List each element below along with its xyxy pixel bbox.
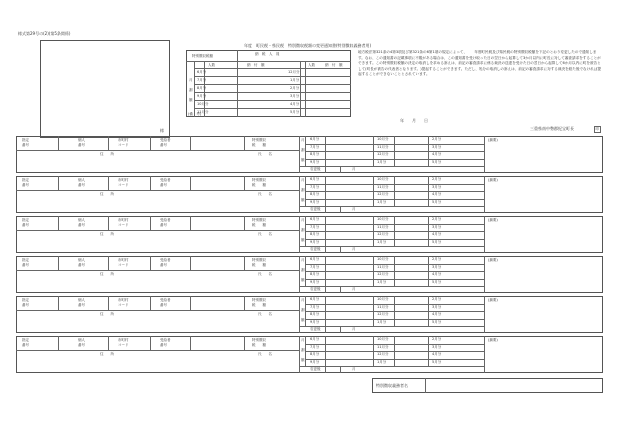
entry-tsuki-label: 月 bbox=[352, 207, 356, 211]
entry-vline bbox=[484, 296, 485, 333]
entry-month-col2: 11月分 bbox=[377, 184, 389, 189]
entry-biko-label: (摘要) bbox=[488, 338, 498, 342]
entry-code-label: コード bbox=[118, 143, 129, 147]
entry-biko-label: (摘要) bbox=[488, 298, 498, 302]
entry-month-col2: 1月分 bbox=[377, 159, 387, 164]
entry-shimei-label: 氏 名 bbox=[258, 192, 272, 196]
entry-shichoson-label: 市町村 bbox=[118, 138, 129, 142]
entry-bango-label: 番号 bbox=[22, 183, 29, 187]
entry-vline bbox=[299, 136, 300, 173]
entry-month-col1: 7月分 bbox=[310, 184, 320, 189]
entry-side-3: 額 bbox=[301, 158, 305, 162]
entry-bango3-label: 番号 bbox=[160, 343, 167, 347]
entry-month-col1: 9月分 bbox=[310, 159, 320, 164]
entry-jukyusha-label: 受給者 bbox=[160, 298, 171, 302]
entry-vline bbox=[150, 176, 151, 190]
entry-month-col3: 3月分 bbox=[432, 304, 442, 309]
entry-shichoson-label: 市町村 bbox=[118, 218, 129, 222]
entry-vline bbox=[150, 136, 151, 150]
entry-bango2-label: 番号 bbox=[78, 183, 85, 187]
entry-vline bbox=[244, 336, 245, 350]
entry-code-label: コード bbox=[118, 343, 129, 347]
entry-shimei-label: 氏 名 bbox=[258, 232, 272, 236]
entry-vline bbox=[340, 246, 341, 253]
summary-month: 11月分 bbox=[197, 110, 209, 114]
summary-month: 3月分 bbox=[290, 94, 300, 98]
entry-jukyusha-label: 受給者 bbox=[160, 178, 171, 182]
entry-hline bbox=[305, 319, 484, 320]
form-number: 様式第29号の(2)(第5条関係) bbox=[18, 31, 71, 36]
entry-hline bbox=[305, 224, 484, 225]
entry-side-2: 割 bbox=[301, 268, 305, 272]
entry-vline bbox=[108, 216, 109, 230]
entry-vline bbox=[244, 176, 245, 190]
summary-month: 4月分 bbox=[290, 102, 300, 106]
entry-month-col1: 8月分 bbox=[310, 312, 320, 316]
entry-month-col1: 7月分 bbox=[310, 224, 320, 229]
entry-month-col3: 2月分 bbox=[432, 177, 442, 181]
entry-month-col2: 10月分 bbox=[377, 337, 389, 341]
entry-side-1: 月 bbox=[301, 138, 305, 142]
entry-month-col1: 8月分 bbox=[310, 272, 320, 276]
entry-month-col1: 6月分 bbox=[310, 257, 320, 261]
entry-hline bbox=[305, 351, 484, 352]
entry-hline bbox=[305, 359, 484, 360]
entry-vline bbox=[325, 176, 326, 213]
entry-vline bbox=[190, 216, 191, 230]
entry-vline bbox=[150, 336, 151, 350]
entry-month-col3: 4月分 bbox=[432, 192, 442, 196]
entry-divider bbox=[16, 270, 299, 271]
summary-header-mid: 納 税 人 員 bbox=[255, 52, 280, 56]
summary-col-jinin: 人数 bbox=[208, 63, 215, 67]
entry-shitei-label: 指定 bbox=[22, 258, 29, 262]
entry-divider bbox=[16, 310, 299, 311]
entry-month-col1: 8月分 bbox=[310, 192, 320, 196]
entry-jusho-label: 住 所 bbox=[100, 152, 114, 156]
notice-paragraph: 地方税法第321条の4第3項及び第321条の6第1項の規定によって、 年度町民税及び県民税の特別徴収税額を下記のとおり変更したので通知します。なお、この通知書の記載事項に不服がある場合は、この通知書を受け取った日の翌日から起算して3か月以内に町長に対して審査請求をすることができます。この特別徴収税額の決定の取消しを求める訴えは、前記の審査請求に係る裁決の送達を受けた日の翌日から起算して6か月以内に町を被告として(町長が被告の代表者となります。)提起することができます。ただし、処分の取消しの訴えは、前記の審査請求に対する裁決を経た後でなければ提起することができないこととされています。 bbox=[358, 50, 602, 77]
entry-vline bbox=[484, 256, 485, 293]
entry-code-label: コード bbox=[118, 263, 129, 267]
entry-side-2: 割 bbox=[301, 148, 305, 152]
entry-bango-label: 番号 bbox=[22, 143, 29, 147]
entry-shichoson-label: 市町村 bbox=[118, 298, 129, 302]
entry-month-col3: 5月分 bbox=[432, 279, 442, 284]
entry-month-col2: 12月分 bbox=[377, 152, 389, 156]
entry-bango3-label: 番号 bbox=[160, 263, 167, 267]
entry-month-col1: 6月分 bbox=[310, 297, 320, 301]
entry-month-col1: 7月分 bbox=[310, 264, 320, 269]
entry-month-col3: 4月分 bbox=[432, 232, 442, 236]
entry-tokubetsu-label: 特別徴収 bbox=[252, 218, 266, 222]
entry-month-col3: 5月分 bbox=[432, 239, 442, 244]
entry-vline bbox=[340, 286, 341, 293]
entry-month-col1: 9月分 bbox=[310, 199, 320, 204]
entry-month-col1: 7月分 bbox=[310, 304, 320, 309]
entry-vline bbox=[108, 296, 109, 310]
summary-side-3: 額 bbox=[189, 98, 193, 102]
entry-month-col2: 10月分 bbox=[377, 257, 389, 261]
entry-vline bbox=[58, 256, 59, 270]
entry-month-col3: 3月分 bbox=[432, 144, 442, 149]
entry-tsuki-label: 月 bbox=[352, 367, 356, 371]
entry-vline bbox=[244, 296, 245, 310]
entry-side-3: 額 bbox=[301, 358, 305, 362]
entry-hline bbox=[299, 286, 484, 287]
entry-side-2: 割 bbox=[301, 348, 305, 352]
entry-month-col2: 11月分 bbox=[377, 224, 389, 229]
entry-vline bbox=[108, 136, 109, 150]
entry-zeigaku-label: 税 額 bbox=[252, 343, 266, 347]
entry-month-col2: 12月分 bbox=[377, 272, 389, 276]
entry-zeigaku-label: 税 額 bbox=[252, 143, 266, 147]
entry-month-col3: 2月分 bbox=[432, 217, 442, 221]
entry-month-col1: 7月分 bbox=[310, 344, 320, 349]
entry-vline bbox=[108, 256, 109, 270]
entry-month-col2: 1月分 bbox=[377, 199, 387, 204]
entry-kojin-label: 個人 bbox=[78, 178, 85, 182]
entry-month-col3: 5月分 bbox=[432, 159, 442, 164]
entry-jukyusha-label: 受給者 bbox=[160, 258, 171, 262]
entry-side-3: 額 bbox=[301, 238, 305, 242]
entry-hline bbox=[305, 231, 484, 232]
entry-tsuki-label: 月 bbox=[352, 167, 356, 171]
entry-vline bbox=[340, 366, 341, 373]
footer-label: 特別徴収義務者名 bbox=[376, 383, 408, 388]
entry-bango3-label: 番号 bbox=[160, 183, 167, 187]
entry-hline bbox=[299, 246, 484, 247]
entry-tsuki-label: 月 bbox=[352, 287, 356, 291]
entry-month-col2: 1月分 bbox=[377, 359, 387, 364]
entry-tsuki-label: 月 bbox=[352, 247, 356, 251]
entry-bango2-label: 番号 bbox=[78, 343, 85, 347]
entry-month-col3: 4月分 bbox=[432, 312, 442, 316]
entry-vline bbox=[484, 176, 485, 213]
entry-vline bbox=[58, 176, 59, 190]
entry-zeigaku-label: 税 額 bbox=[252, 183, 266, 187]
entry-month-col2: 1月分 bbox=[377, 319, 387, 324]
entry-divider bbox=[16, 350, 299, 351]
address-box bbox=[40, 40, 170, 138]
entry-vline bbox=[108, 176, 109, 190]
entry-vline bbox=[108, 336, 109, 350]
entry-month-col1: 8月分 bbox=[310, 232, 320, 236]
entry-shitei-label: 指定 bbox=[22, 298, 29, 302]
entry-code-label: コード bbox=[118, 223, 129, 227]
entry-vline bbox=[244, 136, 245, 150]
entry-shimei-label: 氏 名 bbox=[258, 352, 272, 356]
entry-vline bbox=[58, 216, 59, 230]
entry-month-col1: 9月分 bbox=[310, 279, 320, 284]
entry-vline bbox=[190, 296, 191, 310]
entry-side-1: 月 bbox=[301, 218, 305, 222]
entry-side-1: 月 bbox=[301, 178, 305, 182]
entry-jusho-label: 住 所 bbox=[100, 232, 114, 236]
entry-side-1: 月 bbox=[301, 338, 305, 342]
entry-vline bbox=[299, 176, 300, 213]
entry-biko-label: (摘要) bbox=[488, 218, 498, 222]
entry-vline bbox=[299, 336, 300, 373]
entry-henkogo-label: 変更後 bbox=[310, 207, 321, 211]
entry-bango-label: 番号 bbox=[22, 223, 29, 227]
entry-divider bbox=[16, 150, 299, 151]
entry-side-2: 割 bbox=[301, 228, 305, 232]
entry-vline bbox=[299, 296, 300, 333]
entry-hline bbox=[305, 264, 484, 265]
entry-kojin-label: 個人 bbox=[78, 218, 85, 222]
entry-month-col2: 11月分 bbox=[377, 264, 389, 269]
entry-side-3: 額 bbox=[301, 318, 305, 322]
address-salutation: 様 bbox=[160, 128, 164, 133]
summary-month: 2月分 bbox=[290, 86, 300, 90]
entry-bango3-label: 番号 bbox=[160, 303, 167, 307]
entry-month-col1: 6月分 bbox=[310, 337, 320, 341]
entry-month-col3: 2月分 bbox=[432, 297, 442, 301]
entry-hline bbox=[299, 326, 484, 327]
entry-henkogo-label: 変更後 bbox=[310, 247, 321, 251]
entry-month-col3: 2月分 bbox=[432, 137, 442, 141]
entry-side-2: 割 bbox=[301, 188, 305, 192]
summary-month: 1月分 bbox=[290, 78, 300, 82]
entry-month-col1: 6月分 bbox=[310, 137, 320, 141]
entry-bango2-label: 番号 bbox=[78, 303, 85, 307]
entry-vline bbox=[190, 136, 191, 150]
entry-hline bbox=[305, 239, 484, 240]
entry-bango-label: 番号 bbox=[22, 343, 29, 347]
entry-shitei-label: 指定 bbox=[22, 338, 29, 342]
entry-hline bbox=[305, 184, 484, 185]
entry-month-col3: 5月分 bbox=[432, 359, 442, 364]
entry-shichoson-label: 市町村 bbox=[118, 338, 129, 342]
entry-month-col1: 9月分 bbox=[310, 239, 320, 244]
summary-header-left: 特別徴収税額 bbox=[192, 54, 213, 58]
entry-month-col3: 4月分 bbox=[432, 272, 442, 276]
entry-month-col2: 11月分 bbox=[377, 304, 389, 309]
entry-vline bbox=[150, 296, 151, 310]
entry-vline bbox=[150, 256, 151, 270]
entry-side-3: 額 bbox=[301, 278, 305, 282]
entry-zeigaku-label: 税 額 bbox=[252, 263, 266, 267]
entry-vline bbox=[325, 216, 326, 253]
entry-tokubetsu-label: 特別徴収 bbox=[252, 178, 266, 182]
summary-notes-label: (備 考) bbox=[188, 112, 202, 116]
entry-henkogo-label: 変更後 bbox=[310, 167, 321, 171]
entry-month-col3: 2月分 bbox=[432, 257, 442, 261]
entry-month-col2: 1月分 bbox=[377, 239, 387, 244]
entry-jukyusha-label: 受給者 bbox=[160, 138, 171, 142]
entry-side-1: 月 bbox=[301, 298, 305, 302]
entry-shitei-label: 指定 bbox=[22, 138, 29, 142]
entry-month-col1: 8月分 bbox=[310, 352, 320, 356]
entry-code-label: コード bbox=[118, 183, 129, 187]
entry-hline bbox=[299, 366, 484, 367]
entry-bango2-label: 番号 bbox=[78, 263, 85, 267]
entry-vline bbox=[190, 336, 191, 350]
entry-hline bbox=[299, 206, 484, 207]
entry-month-col3: 5月分 bbox=[432, 199, 442, 204]
summary-month: 7月分 bbox=[197, 78, 207, 82]
entry-vline bbox=[58, 136, 59, 150]
entry-bango2-label: 番号 bbox=[78, 223, 85, 227]
entry-tokubetsu-label: 特別徴収 bbox=[252, 258, 266, 262]
entry-vline bbox=[325, 296, 326, 333]
entry-jukyusha-label: 受給者 bbox=[160, 338, 171, 342]
entry-month-col2: 10月分 bbox=[377, 217, 389, 221]
summary-side-1: 月 bbox=[189, 78, 193, 82]
summary-col-nofu-2: 納 付 額 bbox=[325, 63, 343, 67]
entry-month-col2: 11月分 bbox=[377, 144, 389, 149]
entry-shimei-label: 氏 名 bbox=[258, 152, 272, 156]
entry-code-label: コード bbox=[118, 303, 129, 307]
entry-jusho-label: 住 所 bbox=[100, 352, 114, 356]
entry-bango2-label: 番号 bbox=[78, 143, 85, 147]
entry-hline bbox=[305, 344, 484, 345]
entry-month-col3: 4月分 bbox=[432, 152, 442, 156]
entry-hline bbox=[305, 151, 484, 152]
entry-henkogo-label: 変更後 bbox=[310, 327, 321, 331]
summary-month: 10月分 bbox=[197, 102, 209, 106]
entry-side-3: 額 bbox=[301, 198, 305, 202]
entry-vline bbox=[325, 256, 326, 293]
summary-col-nofu: 納 付 額 bbox=[247, 63, 265, 67]
form-title: 年度 町民税・県民税 特別徴収税額の変更通知書(特別徴収義務者用) bbox=[244, 43, 372, 48]
entry-month-col3: 3月分 bbox=[432, 264, 442, 269]
entry-vline bbox=[484, 136, 485, 173]
entry-shichoson-label: 市町村 bbox=[118, 178, 129, 182]
entry-month-col1: 9月分 bbox=[310, 319, 320, 324]
entry-side-1: 月 bbox=[301, 258, 305, 262]
entry-side-2: 割 bbox=[301, 308, 305, 312]
entry-month-col2: 10月分 bbox=[377, 297, 389, 301]
entry-month-col2: 1月分 bbox=[377, 279, 387, 284]
summary-month: 5月分 bbox=[290, 110, 300, 114]
entry-vline bbox=[244, 216, 245, 230]
entry-kojin-label: 個人 bbox=[78, 338, 85, 342]
entry-hline bbox=[305, 199, 484, 200]
entry-tokubetsu-label: 特別徴収 bbox=[252, 138, 266, 142]
entry-vline bbox=[299, 256, 300, 293]
entry-zeigaku-label: 税 額 bbox=[252, 303, 266, 307]
entry-month-col1: 7月分 bbox=[310, 144, 320, 149]
entry-zeigaku-label: 税 額 bbox=[252, 223, 266, 227]
entry-hline bbox=[299, 166, 484, 167]
entry-month-col3: 4月分 bbox=[432, 352, 442, 356]
entry-vline bbox=[58, 336, 59, 350]
entry-month-col2: 12月分 bbox=[377, 232, 389, 236]
entry-month-col1: 6月分 bbox=[310, 217, 320, 221]
entry-vline bbox=[325, 136, 326, 173]
entry-kojin-label: 個人 bbox=[78, 138, 85, 142]
entry-month-col1: 9月分 bbox=[310, 359, 320, 364]
entry-tokubetsu-label: 特別徴収 bbox=[252, 338, 266, 342]
entry-jusho-label: 住 所 bbox=[100, 312, 114, 316]
entry-divider bbox=[16, 190, 299, 191]
entry-jusho-label: 住 所 bbox=[100, 192, 114, 196]
entry-hline bbox=[305, 304, 484, 305]
issuer: 三重県南中勢郡紀宝町長 bbox=[530, 126, 574, 131]
entry-vline bbox=[58, 296, 59, 310]
entry-vline bbox=[340, 166, 341, 173]
entry-biko-label: (摘要) bbox=[488, 138, 498, 142]
entry-hline bbox=[305, 279, 484, 280]
entry-month-col3: 3月分 bbox=[432, 344, 442, 349]
entry-shitei-label: 指定 bbox=[22, 178, 29, 182]
entry-biko-label: (摘要) bbox=[488, 258, 498, 262]
entry-hline bbox=[305, 144, 484, 145]
entry-month-col2: 12月分 bbox=[377, 192, 389, 196]
summary-month: 12月分 bbox=[288, 70, 300, 74]
entry-vline bbox=[190, 176, 191, 190]
date-line: 年 月 日 bbox=[400, 118, 428, 123]
entry-month-col3: 3月分 bbox=[432, 224, 442, 229]
entry-shitei-label: 指定 bbox=[22, 218, 29, 222]
entry-tokubetsu-label: 特別徴収 bbox=[252, 298, 266, 302]
entry-tsuki-label: 月 bbox=[352, 327, 356, 331]
entry-month-col2: 10月分 bbox=[377, 177, 389, 181]
entry-vline bbox=[299, 216, 300, 253]
entry-vline bbox=[340, 206, 341, 213]
entry-henkogo-label: 変更後 bbox=[310, 287, 321, 291]
entry-month-col2: 10月分 bbox=[377, 137, 389, 141]
entry-month-col3: 5月分 bbox=[432, 319, 442, 324]
issuer-seal: 印 bbox=[595, 127, 599, 131]
entry-month-col1: 6月分 bbox=[310, 177, 320, 181]
summary-side-2: 割 bbox=[189, 88, 193, 92]
entry-vline bbox=[484, 336, 485, 373]
entry-bango3-label: 番号 bbox=[160, 143, 167, 147]
summary-month: 6月分 bbox=[197, 70, 207, 74]
entry-bango3-label: 番号 bbox=[160, 223, 167, 227]
entry-vline bbox=[190, 256, 191, 270]
summary-col-jinin-2: 人数 bbox=[308, 63, 315, 67]
entry-vline bbox=[340, 326, 341, 333]
entry-vline bbox=[484, 216, 485, 253]
entry-month-col2: 12月分 bbox=[377, 352, 389, 356]
entry-henkogo-label: 変更後 bbox=[310, 367, 321, 371]
entry-bango-label: 番号 bbox=[22, 263, 29, 267]
entry-hline bbox=[305, 159, 484, 160]
summary-month: 9月分 bbox=[197, 94, 207, 98]
entry-month-col3: 2月分 bbox=[432, 337, 442, 341]
entry-divider bbox=[16, 230, 299, 231]
entry-shimei-label: 氏 名 bbox=[258, 272, 272, 276]
entry-vline bbox=[325, 336, 326, 373]
entry-shichoson-label: 市町村 bbox=[118, 258, 129, 262]
entry-hline bbox=[305, 191, 484, 192]
entry-hline bbox=[305, 311, 484, 312]
entry-jusho-label: 住 所 bbox=[100, 272, 114, 276]
entry-hline bbox=[305, 271, 484, 272]
entry-bango-label: 番号 bbox=[22, 303, 29, 307]
entry-vline bbox=[150, 216, 151, 230]
entry-biko-label: (摘要) bbox=[488, 178, 498, 182]
entry-month-col1: 8月分 bbox=[310, 152, 320, 156]
entry-month-col2: 11月分 bbox=[377, 344, 389, 349]
summary-month: 8月分 bbox=[197, 86, 207, 90]
entry-vline bbox=[244, 256, 245, 270]
entry-jukyusha-label: 受給者 bbox=[160, 218, 171, 222]
entry-kojin-label: 個人 bbox=[78, 298, 85, 302]
entry-month-col3: 3月分 bbox=[432, 184, 442, 189]
entry-shimei-label: 氏 名 bbox=[258, 312, 272, 316]
entry-kojin-label: 個人 bbox=[78, 258, 85, 262]
entry-month-col2: 12月分 bbox=[377, 312, 389, 316]
